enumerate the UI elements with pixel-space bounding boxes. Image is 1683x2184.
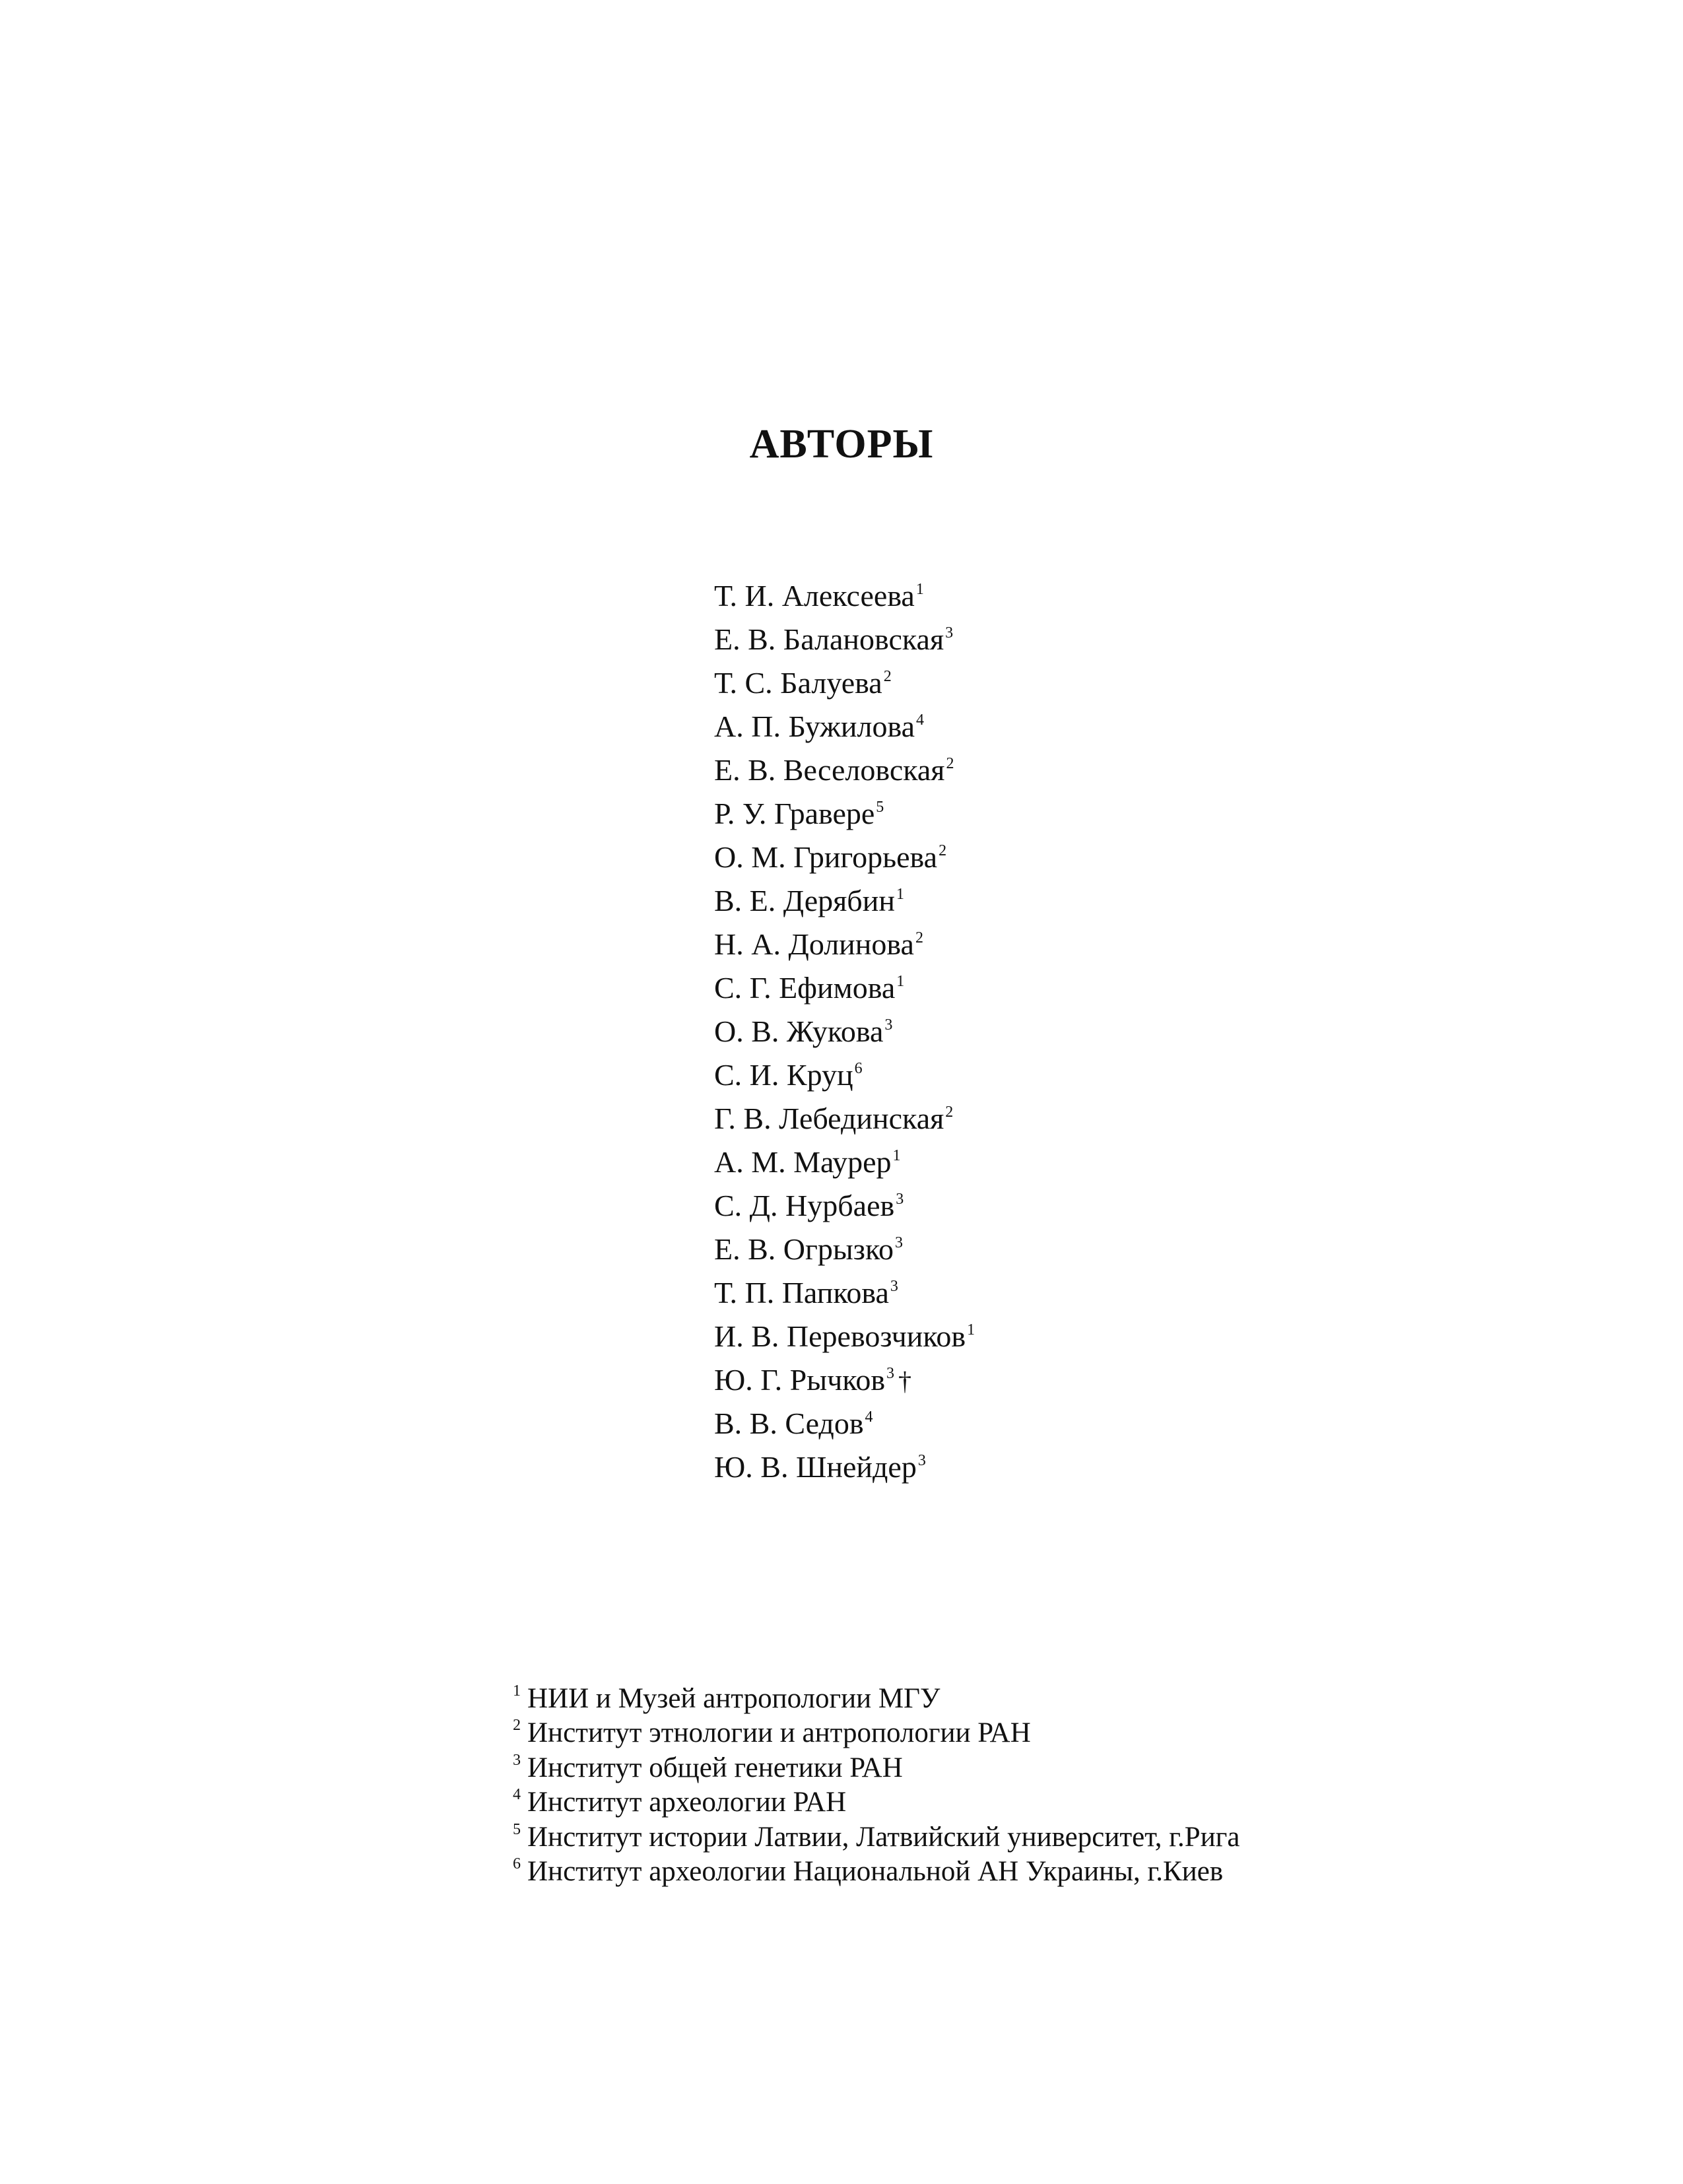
footnote-number: 4 <box>513 1786 521 1804</box>
affiliation-ref: 2 <box>939 842 947 859</box>
affiliation-ref: 3 <box>890 1278 898 1295</box>
deceased-dagger-mark: † <box>898 1366 912 1396</box>
author-item <box>714 1053 975 1097</box>
affiliation-ref: 3 <box>896 1191 904 1208</box>
affiliation-ref: 1 <box>967 1321 975 1339</box>
author-item <box>714 836 975 879</box>
affiliation-ref: 1 <box>915 581 924 598</box>
author-item <box>714 879 975 923</box>
footnote-text: Институт общей генетики РАН <box>527 1752 903 1783</box>
affiliation-ref: 1 <box>896 973 905 990</box>
affiliation-ref: 1 <box>892 1147 901 1164</box>
affiliation-ref: 4 <box>865 1408 873 1426</box>
author-name: В. В. Седов <box>714 1406 864 1440</box>
footnote-item <box>513 1820 1239 1855</box>
affiliation-ref: 2 <box>945 1104 954 1121</box>
author-name: Р. У. Гравере <box>714 797 875 830</box>
author-item <box>714 1097 975 1141</box>
authors-list <box>714 574 975 1489</box>
author-item <box>714 966 975 1010</box>
author-item <box>714 923 975 966</box>
affiliation-ref: 1 <box>896 886 904 903</box>
author-name: Е. В. Балановская <box>714 622 944 656</box>
author-name: Т. С. Балуева <box>714 666 882 700</box>
author-name: Н. А. Долинова <box>714 927 914 961</box>
footnote-number: 2 <box>513 1717 521 1735</box>
author-item <box>714 1184 975 1228</box>
affiliation-ref: 3 <box>917 1452 926 1469</box>
affiliation-ref: 2 <box>946 755 954 772</box>
author-name: А. П. Бужилова <box>714 710 915 743</box>
author-item <box>714 574 975 618</box>
author-name: Т. И. Алексеева <box>714 579 915 612</box>
author-name: Ю. В. Шнейдер <box>714 1450 917 1484</box>
author-item <box>714 1010 975 1053</box>
footnote-item <box>513 1716 1239 1750</box>
author-name: О. М. Григорьева <box>714 840 938 874</box>
affiliation-ref: 2 <box>915 929 923 946</box>
author-item <box>714 618 975 661</box>
footnote-item <box>513 1751 1239 1785</box>
author-name: В. Е. Дерябин <box>714 884 895 917</box>
author-item <box>714 1228 975 1271</box>
author-name: И. В. Перевозчиков <box>714 1319 966 1353</box>
author-item <box>714 1445 975 1489</box>
author-item <box>714 748 975 792</box>
author-name: С. Д. Нурбаев <box>714 1189 895 1222</box>
footnote-item <box>513 1682 1239 1716</box>
footnote-text: Институт археологии РАН <box>527 1787 847 1818</box>
page-title: АВТОРЫ <box>749 422 934 467</box>
affiliation-ref: 3 <box>886 1365 895 1382</box>
author-name: Г. В. Лебединская <box>714 1102 944 1135</box>
affiliation-ref: 3 <box>894 1234 903 1251</box>
affiliation-ref: 3 <box>884 1016 893 1034</box>
author-item <box>714 1402 975 1445</box>
footnote-number: 3 <box>513 1751 521 1769</box>
author-item <box>714 1315 975 1358</box>
affiliation-footnotes <box>513 1682 1239 1889</box>
footnote-number: 1 <box>513 1682 521 1700</box>
footnote-text: Институт этнологии и антропологии РАН <box>527 1717 1031 1749</box>
author-item <box>714 1141 975 1184</box>
author-item <box>714 661 975 705</box>
author-name: С. Г. Ефимова <box>714 971 896 1005</box>
author-item <box>714 792 975 836</box>
footnote-text: НИИ и Музей антропологии МГУ <box>527 1683 940 1714</box>
affiliation-ref: 2 <box>883 668 892 685</box>
author-name: Ю. Г. Рычков <box>714 1363 886 1397</box>
footnote-item <box>513 1855 1239 1889</box>
footnote-text: Институт археологии Национальной АН Украины, г.Киев <box>527 1855 1224 1887</box>
author-name: Т. П. Папкова <box>714 1276 889 1309</box>
affiliation-ref: 5 <box>876 799 884 816</box>
affiliation-ref: 3 <box>945 624 954 642</box>
affiliation-ref: 6 <box>854 1060 863 1077</box>
author-item <box>714 1271 975 1315</box>
footnote-number: 6 <box>513 1855 521 1872</box>
author-name: С. И. Круц <box>714 1058 853 1092</box>
author-name: О. В. Жукова <box>714 1014 884 1048</box>
affiliation-ref: 4 <box>916 711 924 729</box>
author-name: Е. В. Веселовская <box>714 753 945 787</box>
footnote-number: 5 <box>513 1820 521 1838</box>
author-item <box>714 705 975 748</box>
author-item <box>714 1358 975 1402</box>
footnote-item <box>513 1785 1239 1820</box>
author-name: Е. В. Огрызко <box>714 1232 894 1266</box>
footnote-text: Институт истории Латвии, Латвийский университет, г.Рига <box>527 1821 1240 1853</box>
author-name: А. М. Маурер <box>714 1145 892 1179</box>
